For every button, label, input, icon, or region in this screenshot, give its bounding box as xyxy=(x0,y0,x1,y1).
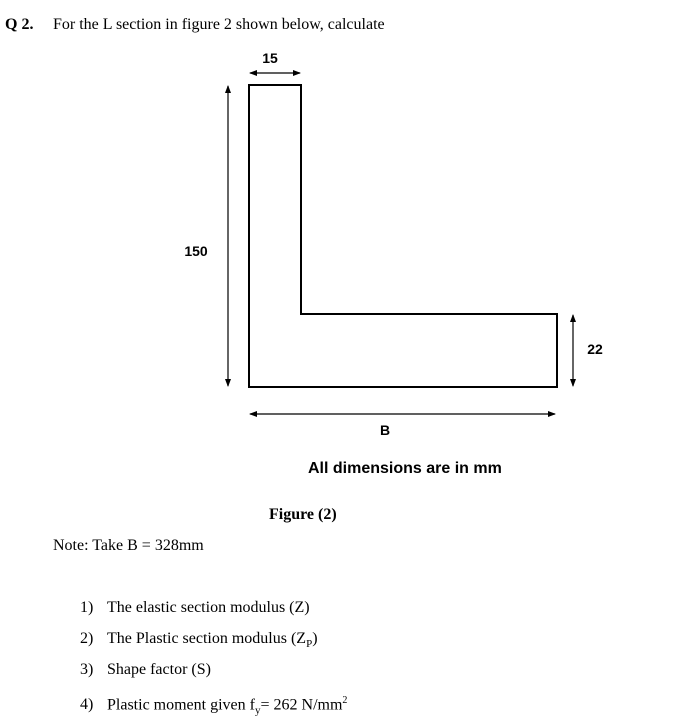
note-text: Note: Take B = 328mm xyxy=(53,537,204,554)
list-item-number: 2) xyxy=(80,630,94,647)
superscript: 2 xyxy=(342,695,348,706)
list-item xyxy=(80,659,347,690)
list-item-text-end: ) xyxy=(312,630,318,647)
list-item-number: 1) xyxy=(80,599,94,616)
units-note: All dimensions are in mm xyxy=(308,460,502,477)
subscript: P xyxy=(306,638,313,651)
subscript: y xyxy=(254,704,261,717)
list-item-text: Plastic moment given f xyxy=(107,696,255,714)
list-item-text: Shape factor (S) xyxy=(107,661,211,678)
figure-caption: Figure (2) xyxy=(269,506,337,523)
list-item-number: 3) xyxy=(80,661,94,678)
base-label: B xyxy=(379,422,391,438)
question-text: For the L section in figure 2 shown below, calculate xyxy=(53,16,385,33)
list-item-text: The Plastic section modulus (Z xyxy=(107,630,307,647)
list-item xyxy=(80,628,347,659)
height-label: 150 xyxy=(184,243,208,259)
question-number: Q 2. xyxy=(5,16,34,33)
list-item-text-mid: = 262 N/mm xyxy=(260,696,343,714)
thickness-label: 22 xyxy=(587,341,603,357)
task-list xyxy=(80,597,347,721)
list-item-number: 4) xyxy=(80,696,94,714)
flange-width-label: 15 xyxy=(262,50,278,66)
list-item-text: The elastic section modulus (Z) xyxy=(107,599,310,616)
list-item xyxy=(80,690,347,721)
l-section-outline xyxy=(249,85,557,387)
list-item xyxy=(80,597,347,628)
